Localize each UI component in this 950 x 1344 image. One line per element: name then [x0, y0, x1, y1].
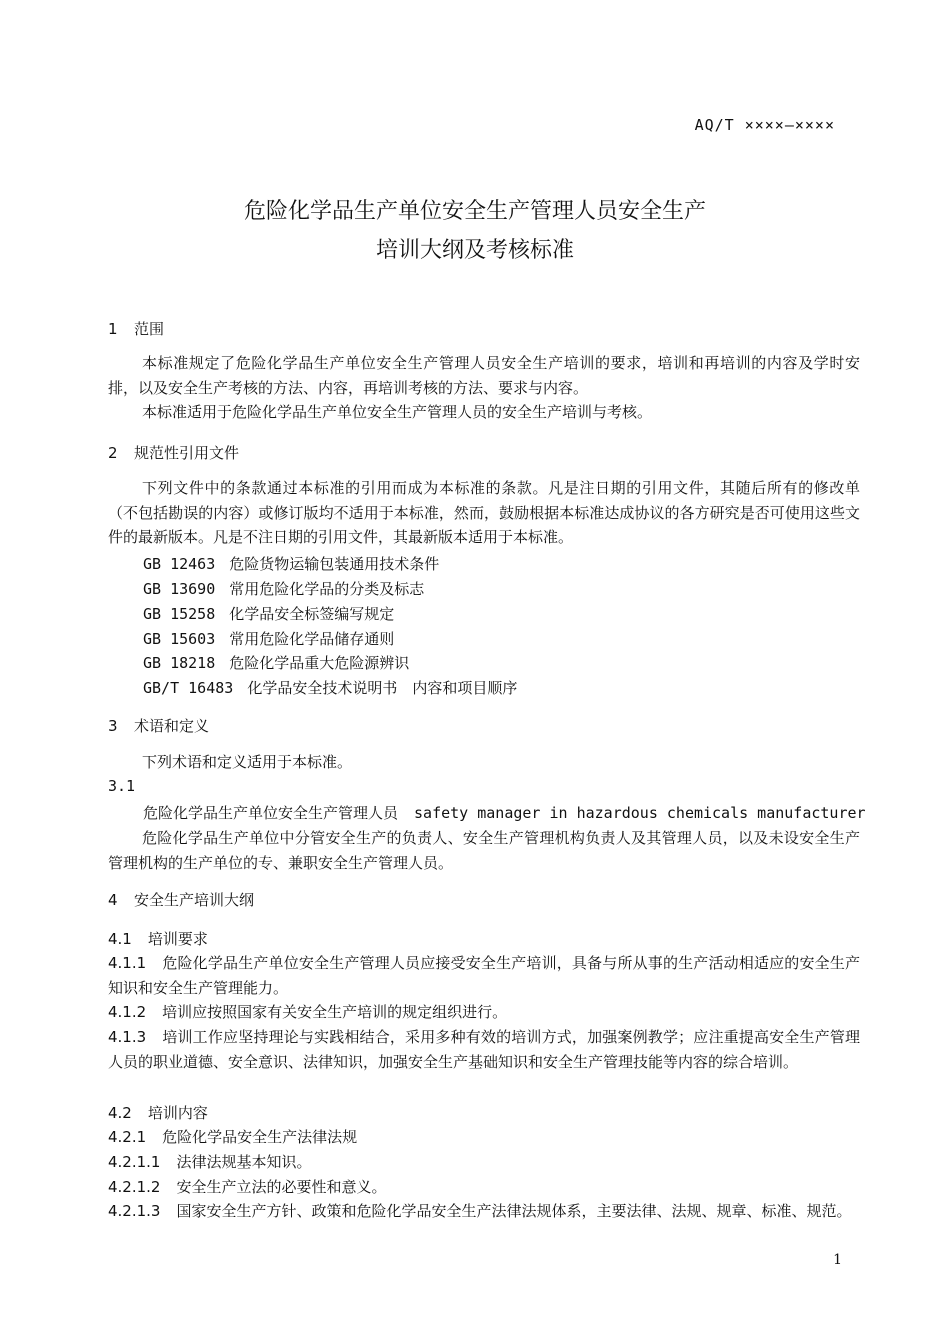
reference-item: GB 15258 化学品安全标签编写规定 — [143, 605, 395, 623]
section-number: 4 — [108, 891, 118, 909]
clause-4-2-1-2: 4.2.1.2 安全生产立法的必要性和意义。 — [108, 1178, 387, 1196]
section-1-paragraph-2: 本标准适用于危险化学品生产单位安全生产管理人员的安全生产培训与考核。 — [142, 403, 653, 421]
section-number: 3 — [108, 717, 118, 735]
section-3-paragraph: 下列术语和定义适用于本标准。 — [142, 753, 353, 771]
clause-4-2-1: 4.2.1 危险化学品安全生产法律法规 — [108, 1128, 358, 1146]
clause-4-2-1-1: 4.2.1.1 法律法规基本知识。 — [108, 1153, 312, 1171]
clause-4-2: 4.2 培训内容 — [108, 1104, 208, 1122]
reference-item: GB/T 16483 化学品安全技术说明书 内容和项目顺序 — [143, 679, 518, 697]
section-title: 范围 — [134, 320, 165, 338]
reference-item: GB 15603 常用危险化学品储存通则 — [143, 630, 395, 648]
standard-code: AQ/T ××××—×××× — [694, 116, 835, 134]
document-title-line1: 危险化学品生产单位安全生产管理人员安全生产 — [243, 199, 706, 224]
section-2-heading — [108, 442, 239, 463]
reference-item: GB 13690 常用危险化学品的分类及标志 — [143, 580, 425, 598]
page-number: 1 — [833, 1252, 842, 1268]
clause-4-1-2: 4.1.2 培训应按照国家有关安全生产培训的规定组织进行。 — [108, 1003, 508, 1021]
section-title: 规范性引用文件 — [134, 444, 240, 462]
section-number: 2 — [108, 444, 118, 462]
section-4-heading — [108, 889, 254, 910]
section-2-paragraph: 下列文件中的条款通过本标准的引用而成为本标准的条款。凡是注日期的引用文件，其随后所有的修改单（不包括勘误的内容）或修订版均不适用于本标准，然而，鼓励根据本标准达成协议的各方研究是否可使用这些文件的最新版本。凡是不注日期的引用文件，其最新版本适用于本标准。 — [108, 479, 860, 546]
section-1-heading — [108, 318, 164, 339]
term-number: 3.1 — [108, 777, 136, 795]
clause-4-1-3: 4.1.3 培训工作应坚持理论与实践相结合，采用多种有效的培训方式，加强案例教学；应注重提高安全生产管理人员的职业道德、安全意识、法律知识，加强安全生产基础知识和安全生产管理技能等内容的综合培训。 — [108, 1028, 860, 1071]
reference-item: GB 12463 危险货物运输包装通用技术条件 — [143, 555, 440, 573]
term-chinese: 危险化学品生产单位安全生产管理人员 — [143, 804, 399, 822]
section-1-paragraph-1: 本标准规定了危险化学品生产单位安全生产管理人员安全生产培训的要求，培训和再培训的内容及学时安排，以及安全生产考核的方法、内容，再培训考核的方法、要求与内容。 — [108, 354, 860, 397]
term-entry — [143, 802, 866, 823]
term-definition: 危险化学品生产单位中分管安全生产的负责人、安全生产管理机构负责人及其管理人员，以及未设安全生产管理机构的生产单位的专、兼职安全生产管理人员。 — [108, 829, 860, 872]
clause-4-1: 4.1 培训要求 — [108, 930, 208, 948]
section-title: 术语和定义 — [134, 717, 210, 735]
reference-item: GB 18218 危险化学品重大危险源辨识 — [143, 654, 410, 672]
clause-4-1-1: 4.1.1 危险化学品生产单位安全生产管理人员应接受安全生产培训，具备与所从事的生产活动相适应的安全生产知识和安全生产管理能力。 — [108, 954, 860, 997]
section-title: 安全生产培训大纲 — [134, 891, 255, 909]
clause-4-2-1-3: 4.2.1.3 国家安全生产方针、政策和危险化学品安全生产法律法规体系，主要法律、法规、规章、标准、规范。 — [108, 1202, 852, 1220]
section-3-heading — [108, 715, 209, 736]
section-number: 1 — [108, 320, 118, 338]
term-english: safety manager in hazardous chemicals manufacturer — [414, 804, 866, 822]
document-title-line2: 培训大纲及考核标准 — [375, 238, 574, 263]
